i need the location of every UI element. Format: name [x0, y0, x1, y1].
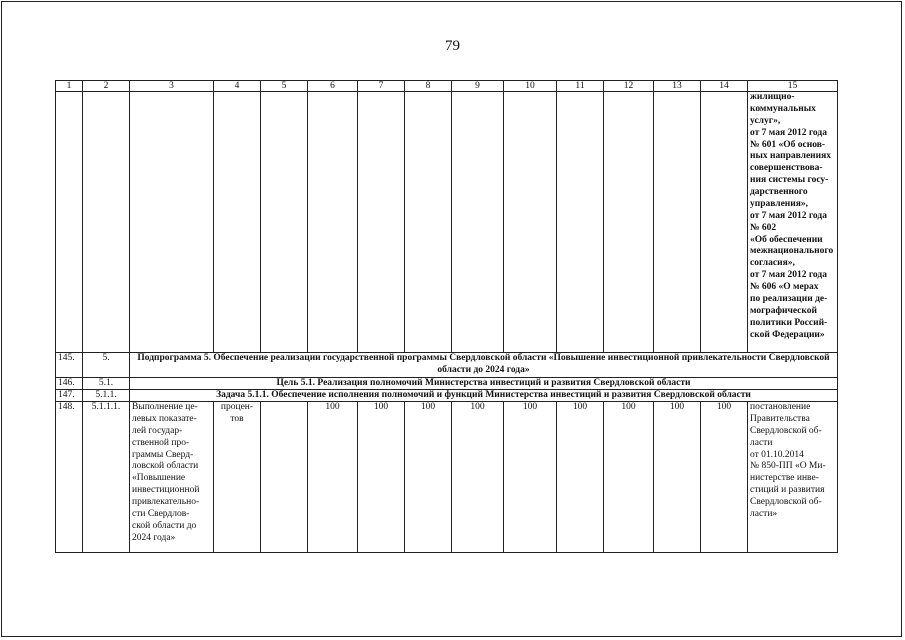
header-cell: 14 — [701, 81, 748, 92]
row-code: 5.1.1. — [83, 390, 130, 402]
header-cell: 12 — [604, 81, 654, 92]
empty-cell — [701, 92, 748, 353]
empty-cell — [405, 92, 452, 353]
table-row-145 — [56, 353, 838, 378]
header-cell: 9 — [452, 81, 504, 92]
header-row — [56, 81, 838, 92]
header-cell: 10 — [504, 81, 557, 92]
header-cell: 5 — [261, 81, 308, 92]
empty-cell — [604, 92, 654, 353]
header-cell: 3 — [130, 81, 214, 92]
table-row-148 — [56, 402, 838, 553]
row-number: 147. — [56, 390, 83, 402]
value-cell: 100 — [358, 402, 405, 553]
row-number: 146. — [56, 378, 83, 390]
value-cell: 100 — [308, 402, 358, 553]
row-code: 5.1. — [83, 378, 130, 390]
header-cell: 7 — [358, 81, 405, 92]
empty-cell — [83, 92, 130, 353]
value-cell: 100 — [701, 402, 748, 553]
header-cell: 1 — [56, 81, 83, 92]
continuation-source-text: жилищно- коммунальных услуг», от 7 мая 2012 года № 601 «Об основ- ных направлениях совершенствова- ния системы госу- дарственного управления», от 7 мая 2012 года № 602 «Об обеспечении межнационального согласия», от 7 мая 2012 года № 606 «О мерах по реализации де- мографической политики Россий- ской Федерации» — [748, 92, 838, 353]
empty-cell — [358, 92, 405, 353]
value-cell: 100 — [504, 402, 557, 553]
empty-cell — [261, 92, 308, 353]
empty-cell — [214, 92, 261, 353]
empty-cell — [557, 92, 604, 353]
row-code: 5.1.1.1. — [83, 402, 130, 553]
page-number: 79 — [445, 38, 460, 54]
goal-title: Цель 5.1. Реализация полномочий Министерства инвестиций и развития Свердловской области — [130, 378, 838, 390]
table-row-147 — [56, 390, 838, 402]
empty-cell — [452, 92, 504, 353]
indicator-table — [55, 80, 838, 553]
header-cell: 4 — [214, 81, 261, 92]
unit-cell: процен- тов — [214, 402, 261, 553]
header-cell: 13 — [654, 81, 701, 92]
value-cell-5 — [261, 402, 308, 553]
indicator-name: Выполнение це- левых показате- лей государ- ственной про- граммы Сверд- ловской области «Повышение инвестиционной привлекательно- сти Свердлов- ской области до 2024 года» — [130, 402, 214, 553]
empty-cell — [56, 92, 83, 353]
value-cell: 100 — [654, 402, 701, 553]
empty-cell — [308, 92, 358, 353]
row-number: 148. — [56, 402, 83, 553]
row-code: 5. — [83, 353, 130, 378]
table-row-146 — [56, 378, 838, 390]
empty-cell — [504, 92, 557, 353]
header-cell: 8 — [405, 81, 452, 92]
value-cell: 100 — [405, 402, 452, 553]
task-title: Задача 5.1.1. Обеспечение исполнения полномочий и функций Министерства инвестиций и развития Свердловской области — [130, 390, 838, 402]
empty-cell — [654, 92, 701, 353]
value-cell: 100 — [557, 402, 604, 553]
subprogram-title: Подпрограмма 5. Обеспечение реализации государственной программы Свердловской области «Повышение инвестиционной привлекательности Свердловской области до 2024 года» — [130, 353, 838, 378]
row-number: 145. — [56, 353, 83, 378]
continuation-row — [56, 92, 838, 353]
source-document: постановление Правительства Свердловской об- ласти от 01.10.2014 № 850-ПП «О Ми- нистерстве инве- стиций и развития Свердловской об- ласти» — [748, 402, 838, 553]
value-cell: 100 — [452, 402, 504, 553]
header-cell: 2 — [83, 81, 130, 92]
header-cell: 6 — [308, 81, 358, 92]
header-cell: 11 — [557, 81, 604, 92]
header-cell: 15 — [748, 81, 838, 92]
empty-cell — [130, 92, 214, 353]
value-cell: 100 — [604, 402, 654, 553]
